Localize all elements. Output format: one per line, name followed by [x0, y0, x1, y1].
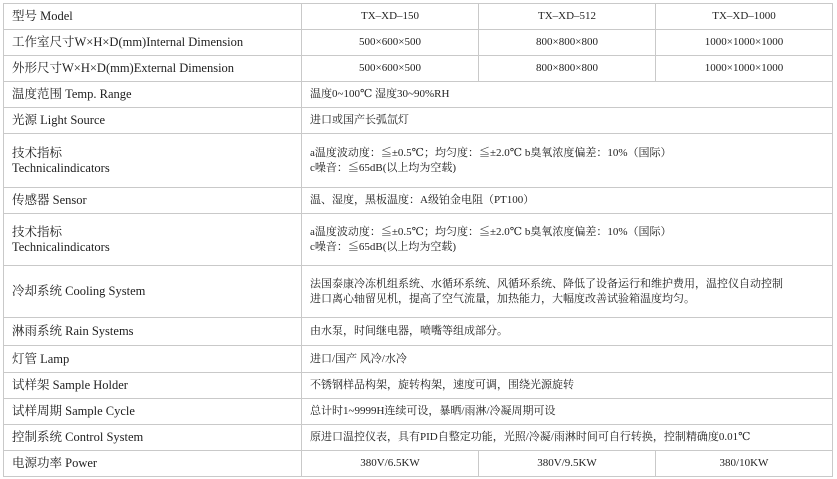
row-label-technical-indicators	[4, 134, 302, 188]
row-label-temp-range: 温度范围 Temp. Range	[4, 82, 302, 108]
label-en: Technicalindicators	[12, 160, 110, 175]
temp-range-value: 温度0~100℃ 湿度30~90%RH	[302, 82, 833, 108]
table-row-lamp	[4, 346, 833, 373]
row-label-technical-indicators	[4, 214, 302, 266]
lamp-value: 进口/国产 风冷/水冷	[302, 346, 833, 373]
external-dimension-value: 1000×1000×1000	[656, 56, 833, 82]
indicator-line: c噪音：≦65dB(以上均为空载)	[310, 161, 457, 174]
power-value: 380V/6.5KW	[302, 451, 479, 477]
indicator-line: a温度波动度：≦±0.5℃；均匀度：≦±2.0℃ b臭氧浓度偏差：10%（国际）	[310, 146, 672, 159]
power-value: 380V/9.5KW	[479, 451, 656, 477]
row-label-lamp: 灯管 Lamp	[4, 346, 302, 373]
table-row-sensor	[4, 188, 833, 214]
label-en: Technicalindicators	[12, 239, 110, 254]
row-label-power: 电源功率 Power	[4, 451, 302, 477]
table-row-temp-range	[4, 82, 833, 108]
rain-systems-value: 由水泵，时间继电器，喷嘴等组成部分。	[302, 318, 833, 346]
external-dimension-value: 500×600×500	[302, 56, 479, 82]
table-row-light-source	[4, 108, 833, 134]
row-label-light-source: 光源 Light Source	[4, 108, 302, 134]
row-label-external-dimension: 外形尺寸W×H×D(mm)External Dimension	[4, 56, 302, 82]
row-label-control-system: 控制系统 Control System	[4, 425, 302, 451]
spec-table	[3, 3, 833, 477]
table-row-internal-dimension	[4, 30, 833, 56]
technical-indicators-value	[302, 134, 833, 188]
light-source-value: 进口或国产长弧氙灯	[302, 108, 833, 134]
sample-holder-value: 不锈钢样品构架，旋转构架，速度可调，围绕光源旋转	[302, 373, 833, 399]
row-label-sample-cycle: 试样周期 Sample Cycle	[4, 399, 302, 425]
external-dimension-value: 800×800×800	[479, 56, 656, 82]
table-row-model	[4, 4, 833, 30]
indicator-line: a温度波动度：≦±0.5℃；均匀度：≦±2.0℃ b臭氧浓度偏差：10%（国际）	[310, 225, 672, 238]
label-cn: 技术指标	[12, 145, 63, 160]
model-name: TX–XD–150	[302, 4, 479, 30]
internal-dimension-value: 500×600×500	[302, 30, 479, 56]
sensor-value: 温、湿度，黑板温度：A级铂金电阻（PT100）	[302, 188, 833, 214]
row-label-cooling-system: 冷却系统 Cooling System	[4, 266, 302, 318]
table-row-power	[4, 451, 833, 477]
control-system-value: 原进口温控仪表，具有PID自整定功能，光照/冷凝/雨淋时间可自行转换，控制精确度0.01℃	[302, 425, 833, 451]
table-row-external-dimension	[4, 56, 833, 82]
table-row-control-system	[4, 425, 833, 451]
cooling-line: 进口离心轴留见机，提高了空气流量，加热能力，大幅度改善试验箱温度均匀。	[310, 292, 695, 305]
internal-dimension-value: 800×800×800	[479, 30, 656, 56]
row-label-sample-holder: 试样架 Sample Holder	[4, 373, 302, 399]
row-label-rain-systems: 淋雨系统 Rain Systems	[4, 318, 302, 346]
table-row-technical-indicators	[4, 134, 833, 188]
power-value: 380/10KW	[656, 451, 833, 477]
sample-cycle-value: 总计时1~9999H连续可设，暴晒/雨淋/冷凝周期可设	[302, 399, 833, 425]
model-name: TX–XD–1000	[656, 4, 833, 30]
table-row-sample-cycle	[4, 399, 833, 425]
internal-dimension-value: 1000×1000×1000	[656, 30, 833, 56]
model-name: TX–XD–512	[479, 4, 656, 30]
technical-indicators-value	[302, 214, 833, 266]
label-cn: 技术指标	[12, 224, 63, 239]
table-row-cooling-system	[4, 266, 833, 318]
cooling-system-value	[302, 266, 833, 318]
table-row-technical-indicators	[4, 214, 833, 266]
row-label-sensor: 传感器 Sensor	[4, 188, 302, 214]
cooling-line: 法国泰康冷冻机组系统、水循环系统、风循环系统、降低了设备运行和维护费用，温控仪自动控制	[310, 277, 783, 290]
row-label-model: 型号 Model	[4, 4, 302, 30]
table-row-rain-systems	[4, 318, 833, 346]
indicator-line: c噪音：≦65dB(以上均为空载)	[310, 240, 457, 253]
row-label-internal-dimension: 工作室尺寸W×H×D(mm)Internal Dimension	[4, 30, 302, 56]
table-row-sample-holder	[4, 373, 833, 399]
